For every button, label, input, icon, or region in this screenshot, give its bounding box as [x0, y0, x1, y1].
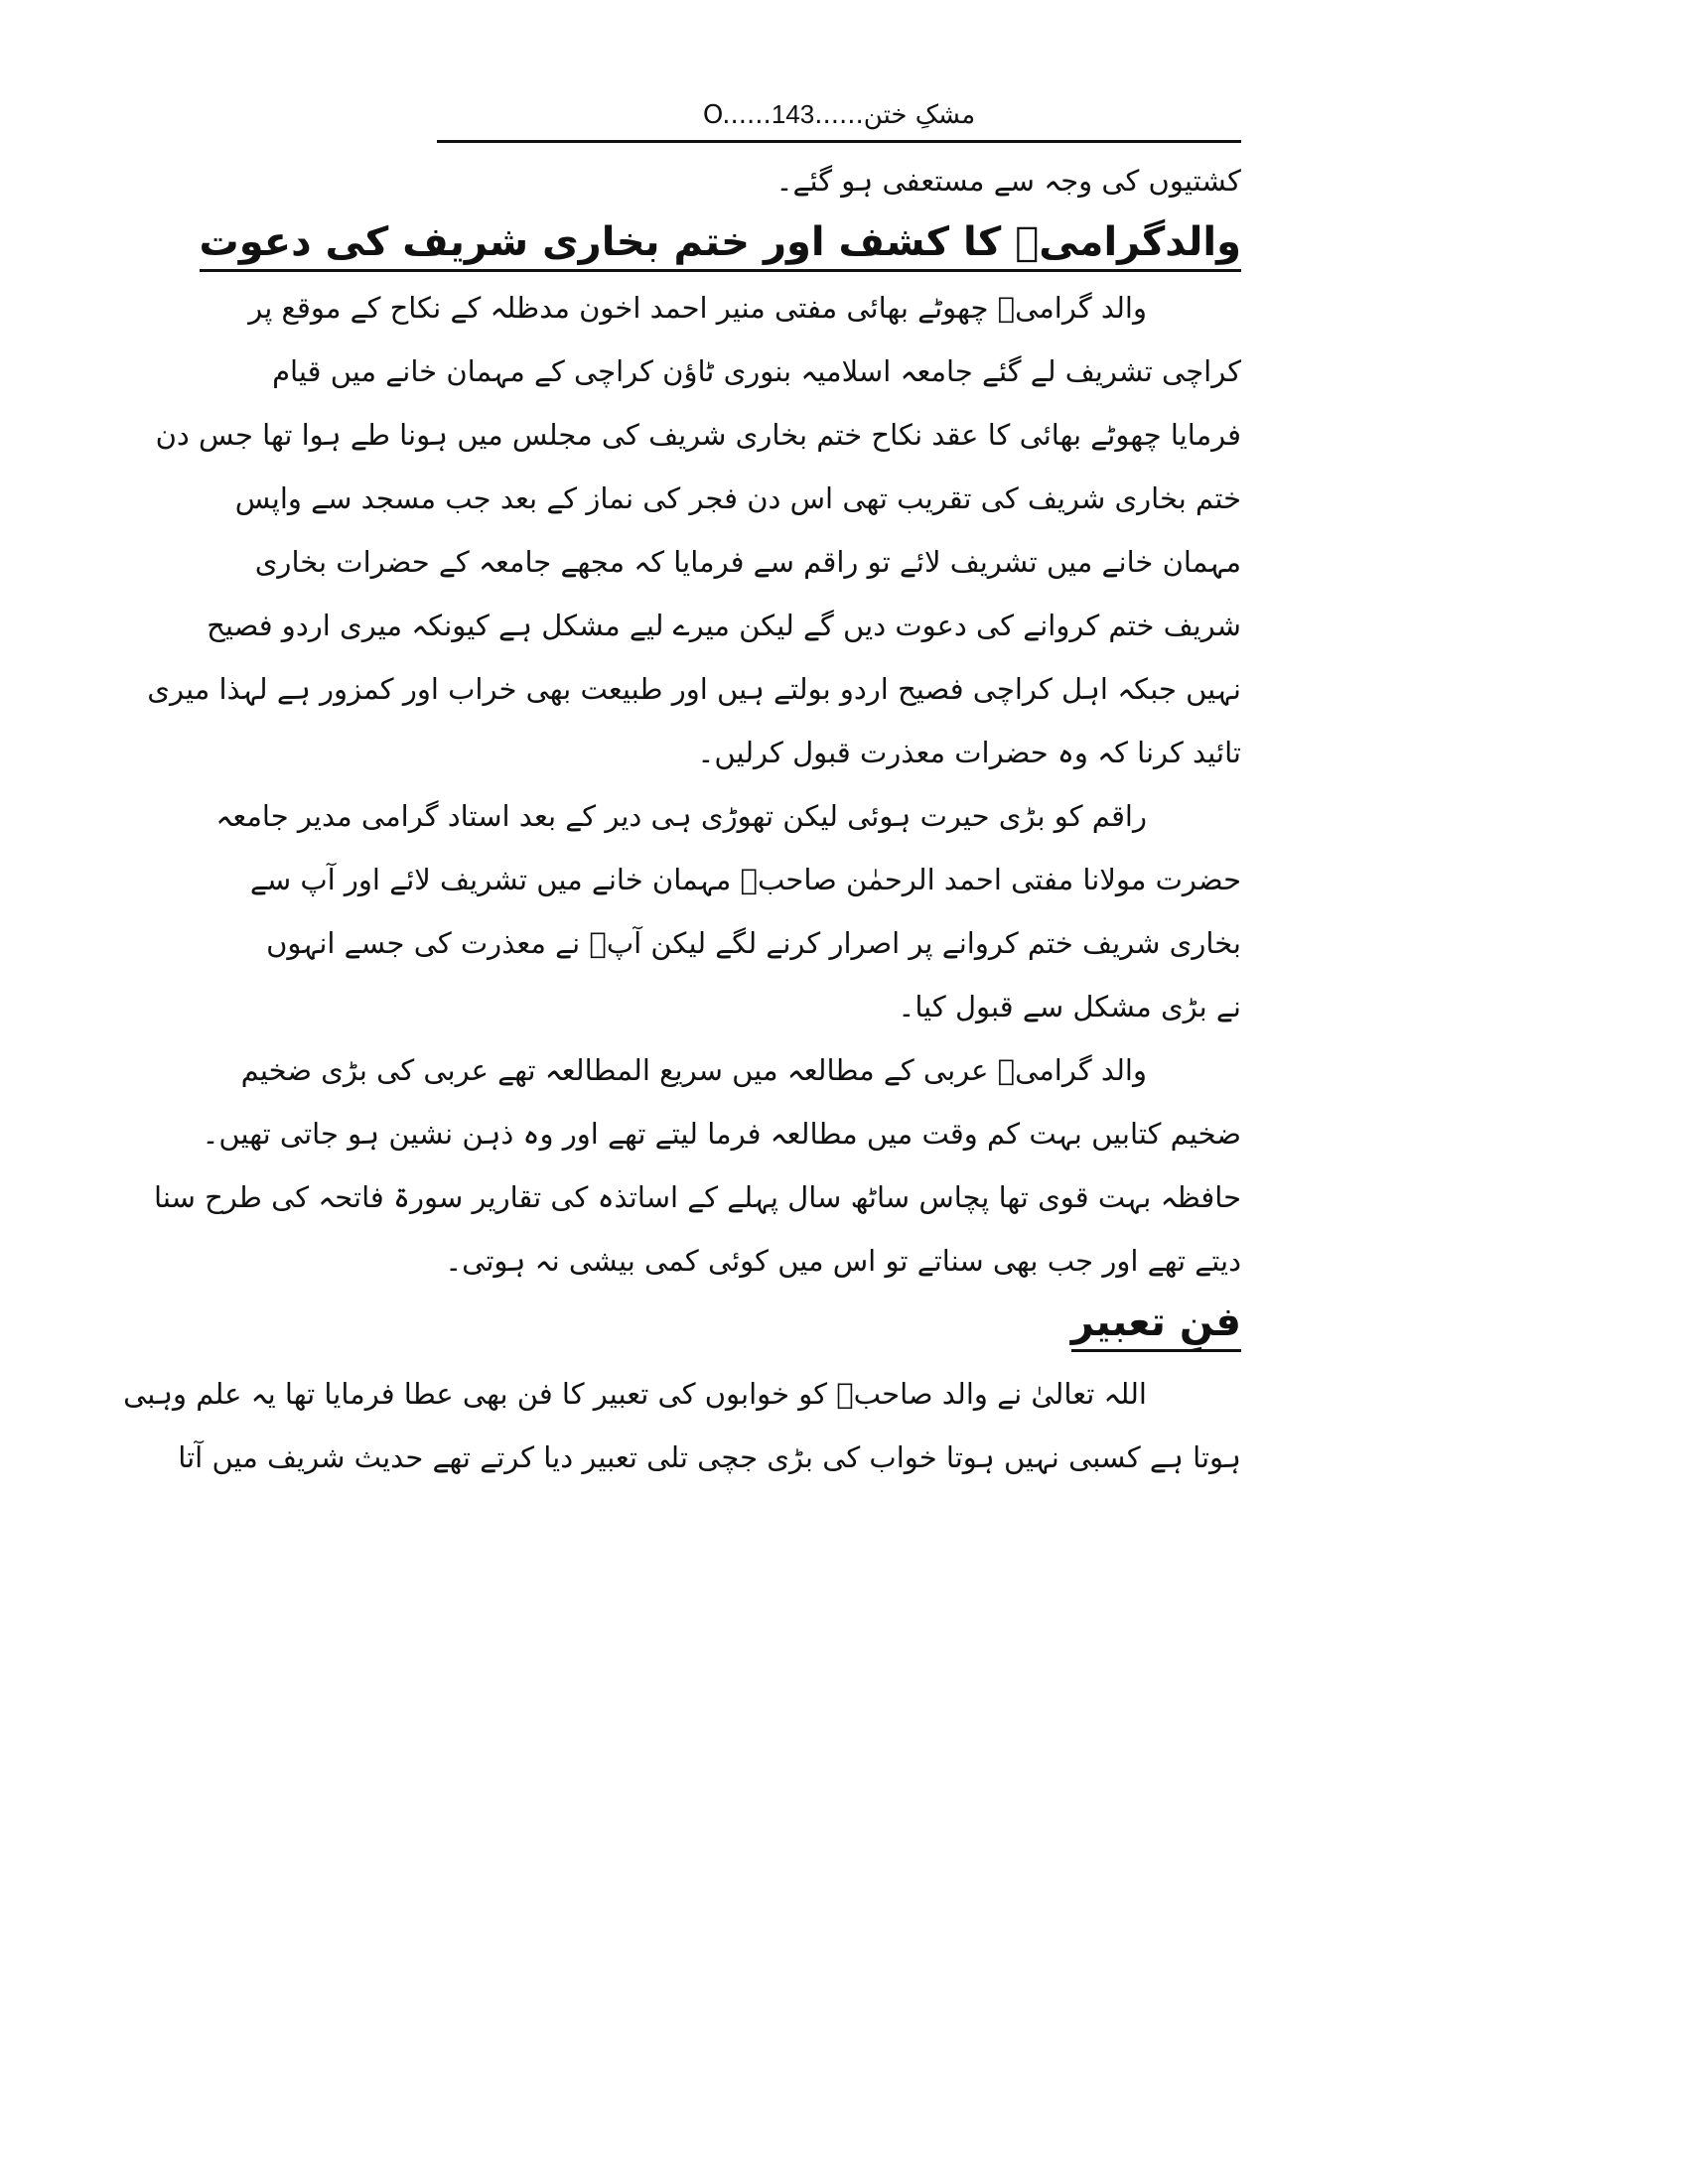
- text-line: تائید کرنا کہ وہ حضرات معذرت قبول کرلیں۔: [697, 736, 1241, 769]
- text-line: نے بڑی مشکل سے قبول کیا۔: [898, 990, 1241, 1024]
- text-line: حضرت مولانا مفتی احمد الرحمٰن صاحبؒ مہمان خانے میں تشریف لائے اور آپ سے: [249, 863, 1241, 896]
- text-line: نہیں جبکہ اہل کراچی فصیح اردو بولتے ہیں اور طبیعت بھی خراب اور کمزور ہے لہذا میری: [147, 672, 1241, 706]
- text-line: فرمایا چھوٹے بھائی کا عقد نکاح ختم بخاری شریف کی مجلس میں ہونا طے ہوا تھا جس دن: [155, 418, 1241, 452]
- text-line: ضخیم کتابیں بہت کم وقت میں مطالعہ فرما لیتے تھے اور وہ ذہن نشین ہو جاتی تھیں۔: [202, 1117, 1241, 1151]
- text-line: بخاری شریف ختم کروانے پر اصرار کرنے لگے لیکن آپؒ نے معذرت کی جسے انہوں: [266, 926, 1241, 960]
- header-rule: [437, 140, 1241, 143]
- section-heading-fan-e-tabeer-text: فنِ تعبیر: [1071, 1296, 1241, 1352]
- text-line: ختم بخاری شریف کی تقریب تھی اس دن فجر کی نماز کے بعد جب مسجد سے واپس: [234, 481, 1241, 515]
- section-heading-fan-e-tabeer: [437, 1293, 1241, 1356]
- text-line: شریف ختم کروانے کی دعوت دیں گے لیکن میرے لیے مشکل ہے کیونکہ میری اردو فصیح: [207, 609, 1241, 642]
- text-line: مہمان خانے میں تشریف لائے تو راقم سے فرمایا کہ مجھے جامعہ کے حضرات بخاری: [254, 545, 1241, 579]
- book-page: [123, 94, 1241, 1489]
- paragraph-2: [215, 784, 1241, 1038]
- text-line: والد گرامیؒ چھوٹے بھائی مفتی منیر احمد اخون مدظلہ کے نکاح کے موقع پر: [248, 291, 1147, 325]
- text-line: ہوتا ہے کسبی نہیں ہوتا خواب کی بڑی جچی تلی تعبیر دیا کرتے تھے حدیث شریف میں آتا: [178, 1440, 1241, 1474]
- paragraph-1: [147, 276, 1241, 784]
- text-line: والد گرامیؒ عربی کے مطالعہ میں سریع المطالعہ تھے عربی کی بڑی ضخیم: [240, 1053, 1147, 1087]
- text-line: اللہ تعالیٰ نے والد صاحبؒ کو خوابوں کی تعبیر کا فن بھی عطا فرمایا تھا یہ علم وہبی: [123, 1377, 1147, 1411]
- paragraph-3: [153, 1038, 1241, 1293]
- book-title: مشکِ ختن: [863, 100, 976, 130]
- page-number: 143: [771, 99, 815, 129]
- header-separator: ......O......: [702, 100, 864, 130]
- text-line: دیتے تھے اور جب بھی سناتے تو اس میں کوئی کمی بیشی نہ ہوتی۔: [445, 1244, 1241, 1278]
- paragraph-4: [123, 1362, 1241, 1489]
- running-header: [437, 94, 1241, 140]
- text-line: کراچی تشریف لے گئے جامعہ اسلامیہ بنوری ٹاؤن کراچی کے مہمان خانے میں قیام: [272, 354, 1241, 388]
- section-heading-kashf: [199, 212, 1241, 276]
- section-heading-kashf-text: والدگرامیؒ کا کشف اور ختم بخاری شریف کی دعوت: [200, 215, 1242, 272]
- text-line: راقم کو بڑی حیرت ہوئی لیکن تھوڑی ہی دیر کے بعد استاد گرامی مدیر جامعہ: [215, 799, 1147, 833]
- text-line: حافظہ بہت قوی تھا پچاس ساٹھ سال پہلے کے اساتذہ کی تقاریر سورۃ فاتحہ کی طرح سنا: [153, 1180, 1241, 1214]
- opening-line: کشتیوں کی وجہ سے مستعفی ہو گئے۔: [775, 164, 1241, 198]
